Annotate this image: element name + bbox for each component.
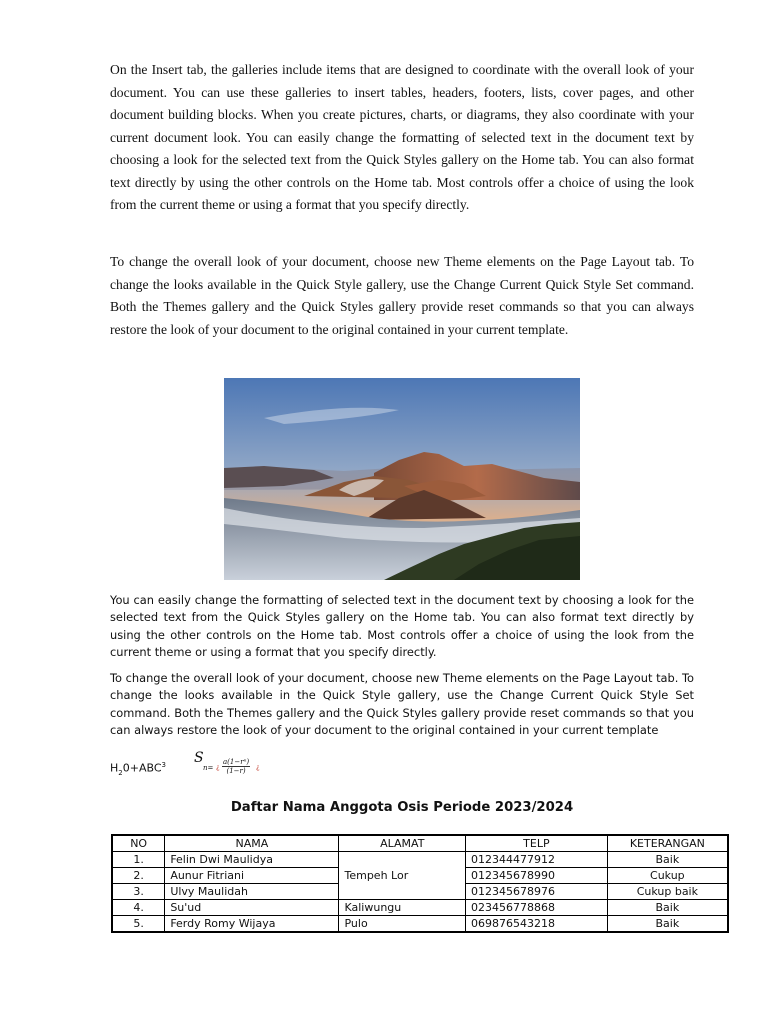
header-telp: TELP xyxy=(466,835,608,852)
cell-alamat: Pulo xyxy=(339,916,466,933)
chem-superscript: 3 xyxy=(161,761,166,769)
cell-keterangan: Baik xyxy=(607,916,728,933)
cell-keterangan: Baik xyxy=(607,852,728,868)
cell-nama: Aunur Fitriani xyxy=(165,868,339,884)
chem-h: H xyxy=(110,761,119,775)
formula-n-subscript: n= xyxy=(203,764,214,772)
cell-telp: 012344477912 xyxy=(466,852,608,868)
cell-keterangan: Baik xyxy=(607,900,728,916)
cell-nama: Ferdy Romy Wijaya xyxy=(165,916,339,933)
formula-fraction xyxy=(222,758,250,775)
body-paragraph-3: You can easily change the formatting of selected text in the document text by choosing a look for the selected text from the Quick Styles gallery on the Home tab. You can also format text directly by using the other controls on the Home tab. Most controls offer a choice of using the look from the current theme or using a format that you specify directly. xyxy=(110,593,694,659)
formula-qmark-right: ¿ xyxy=(256,763,260,771)
cell-nama: Ulvy Maulidah xyxy=(165,884,339,900)
formula-qmark-left: ¿ xyxy=(216,763,220,771)
series-sum-formula xyxy=(194,750,274,784)
body-paragraph-1: On the Insert tab, the galleries include items that are designed to coordinate with the overall look of your document. You can use these galleries to insert tables, headers, footers, lists, cover pages, and other document building blocks. When you create pictures, charts, or diagrams, they also coordinate with your current document look. You can easily change the formatting of selected text in the document text by choosing a look for the selected text from the Quick Styles gallery on the Home tab. You can also format text directly by using the other controls on the Home tab. Most controls offer a choice of using the look from the current theme or using a format that you specify directly. xyxy=(110,62,694,212)
chem-subscript: 2 xyxy=(118,768,123,777)
header-nama: NAMA xyxy=(165,835,339,852)
header-keterangan: KETERANGAN xyxy=(607,835,728,852)
cell-telp: 023456778868 xyxy=(466,900,608,916)
cell-no: 1. xyxy=(112,852,165,868)
cell-keterangan: Cukup xyxy=(607,868,728,884)
body-paragraph-4: To change the overall look of your document, choose new Theme elements on the Page Layout tab. To change the looks available in the Quick Style gallery, use the Change Current Quick Style Set command. Both the Themes gallery and the Quick Styles gallery provide reset commands so that you can always restore the look of your document to the original contained in your current template xyxy=(110,671,694,737)
table-row xyxy=(112,900,728,916)
formula-denominator: (1−r) xyxy=(226,767,246,775)
cell-keterangan: Cukup baik xyxy=(607,884,728,900)
chemical-formula xyxy=(110,761,166,777)
cell-no: 5. xyxy=(112,916,165,933)
cell-nama: Su'ud xyxy=(165,900,339,916)
table-row xyxy=(112,916,728,933)
formula-s: S xyxy=(194,750,204,766)
cell-nama: Felin Dwi Maulidya xyxy=(165,852,339,868)
cell-alamat: Tempeh Lor xyxy=(339,852,466,900)
cell-no: 3. xyxy=(112,884,165,900)
cell-no: 2. xyxy=(112,868,165,884)
cell-telp: 069876543218 xyxy=(466,916,608,933)
table-row xyxy=(112,852,728,868)
cell-no: 4. xyxy=(112,900,165,916)
formula-numerator: a(1−rⁿ) xyxy=(223,758,250,766)
cell-alamat: Kaliwungu xyxy=(339,900,466,916)
table-title: Daftar Nama Anggota Osis Periode 2023/2024 xyxy=(230,800,574,815)
cell-telp: 012345678976 xyxy=(466,884,608,900)
header-no: NO xyxy=(112,835,165,852)
body-paragraph-2: To change the overall look of your document, choose new Theme elements on the Page Layout tab. To change the looks available in the Quick Style gallery, use the Change Current Quick Style Set command. Both the Themes gallery and the Quick Styles gallery provide reset commands so that you can always restore the look of your document to the original contained in your current template. xyxy=(110,254,694,337)
member-table xyxy=(111,834,729,933)
header-alamat: ALAMAT xyxy=(339,835,466,852)
chem-mid: 0+ABC xyxy=(122,761,162,775)
table-header-row xyxy=(112,835,728,852)
mountain-landscape-photo xyxy=(224,378,580,580)
cell-telp: 012345678990 xyxy=(466,868,608,884)
